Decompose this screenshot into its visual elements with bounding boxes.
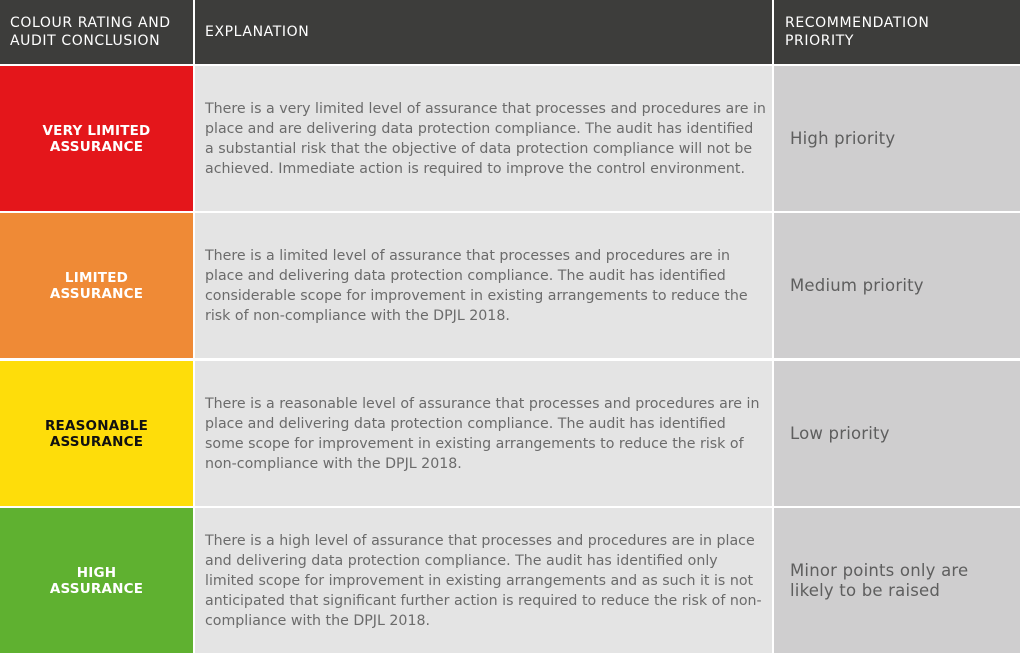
explanation-cell: [195, 213, 772, 358]
explanation-cell: [195, 508, 772, 653]
rating-cell: VERY LIMITED ASSURANCE: [0, 66, 193, 211]
priority-text: Low priority: [790, 423, 890, 443]
explanation-cell: [195, 66, 772, 211]
explanation-cell: [195, 361, 772, 506]
explanation-text: There is a high level of assurance that processes and procedures are in place and delivering data protection compliance. The audit has identified only limited scope for improvement in existing arrangements and as such it is not anticipated that significant further action is required to reduce the risk of non-compliance with the DPJL 2018.: [205, 532, 762, 629]
header-colour-rating: COLOUR RATING AND AUDIT CONCLUSION: [0, 0, 193, 64]
priority-text: High priority: [790, 128, 896, 148]
table-row: [0, 508, 1020, 653]
priority-cell: [774, 508, 1020, 653]
header-explanation: EXPLANATION: [195, 0, 772, 64]
priority-cell: [774, 361, 1020, 506]
priority-cell: [774, 66, 1020, 211]
explanation-text: There is a very limited level of assurance that processes and procedures are in place and are delivering data protection compliance. The audit has identified a substantial risk that the objective of data protection compliance will not be achieved. Immediate action is required to improve the control environment.: [205, 100, 766, 177]
priority-text: Medium priority: [790, 275, 924, 295]
header-recommendation-priority: RECOMMENDATION PRIORITY: [774, 0, 1020, 64]
rating-cell: HIGH ASSURANCE: [0, 508, 193, 653]
rating-cell: LIMITED ASSURANCE: [0, 213, 193, 358]
table-row: [0, 361, 1020, 506]
priority-cell: [774, 213, 1020, 358]
explanation-text: There is a limited level of assurance that processes and procedures are in place and delivering data protection compliance. The audit has identified considerable scope for improvement in existing arrangements to reduce the risk of non-compliance with the DPJL 2018.: [205, 247, 748, 324]
priority-text: Minor points only are likely to be raised: [790, 560, 969, 600]
table-row: [0, 213, 1020, 358]
table-header: [0, 0, 1020, 64]
explanation-text: There is a reasonable level of assurance that processes and procedures are in place and delivering data protection compliance. The audit has identified some scope for improvement in existing arrangements to reduce the risk of non-compliance with the DPJL 2018.: [205, 395, 760, 472]
rating-cell: REASONABLE ASSURANCE: [0, 361, 193, 506]
table-row: [0, 66, 1020, 211]
